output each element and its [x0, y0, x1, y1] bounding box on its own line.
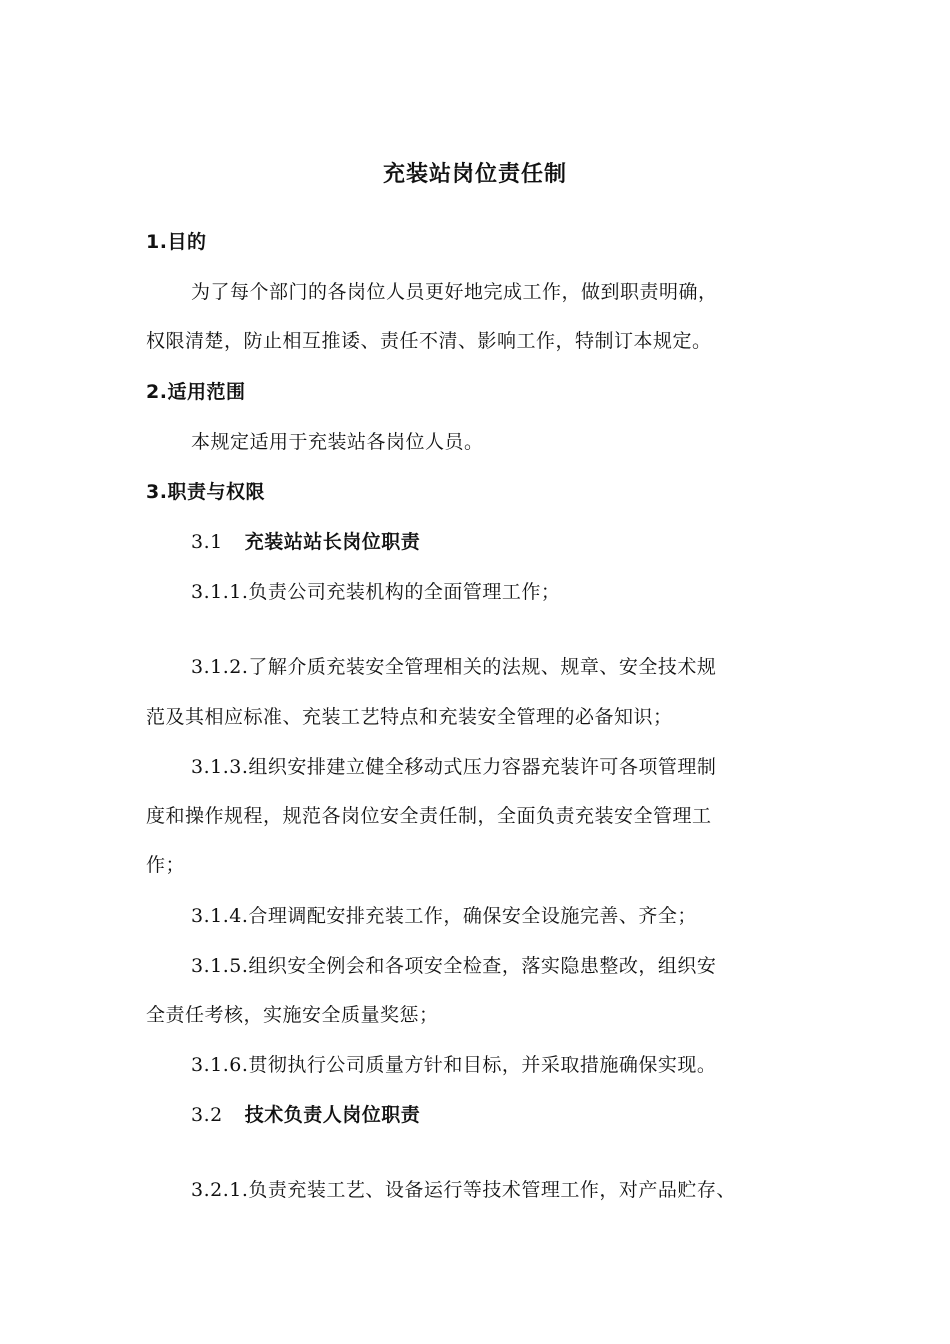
document-title: 充装站岗位责任制	[382, 161, 567, 187]
paragraph-line: 本规定适用于充装站各岗位人员。	[191, 431, 484, 453]
subsection-number: 3.2	[191, 1104, 223, 1126]
subsection-label: 技术负责人岗位职责	[244, 1104, 421, 1126]
duty-item-line: 度和操作规程，规范各岗位安全责任制，全面负责充装安全管理工	[146, 805, 712, 827]
duty-item-line: 3.1.1.负责公司充装机构的全面管理工作；	[191, 581, 561, 603]
section-heading-purpose: 1.目的	[146, 231, 207, 253]
subsection-heading-3-1	[191, 529, 420, 555]
duty-item-line: 作；	[146, 854, 186, 876]
section-heading-scope: 2.适用范围	[146, 381, 246, 403]
duty-item-line: 3.1.6.贯彻执行公司质量方针和目标，并采取措施确保实现。	[191, 1054, 717, 1076]
duty-item-line: 3.1.2.了解介质充装安全管理相关的法规、规章、安全技术规	[191, 656, 717, 678]
subsection-label: 充装站站长岗位职责	[244, 531, 421, 553]
duty-item-line: 3.1.3.组织安排建立健全移动式压力容器充装许可各项管理制	[191, 756, 717, 778]
duty-item-line: 全责任考核，实施安全质量奖惩；	[146, 1004, 439, 1026]
subsection-heading-3-2	[191, 1102, 420, 1128]
paragraph-line: 为了每个部门的各岗位人员更好地完成工作，做到职责明确，	[191, 281, 718, 303]
section-heading-duties: 3.职责与权限	[146, 481, 265, 503]
duty-item-line: 范及其相应标准、充装工艺特点和充装安全管理的必备知识；	[146, 706, 673, 728]
duty-item-line: 3.1.4.合理调配安排充装工作，确保安全设施完善、齐全；	[191, 905, 697, 927]
duty-item-line: 3.2.1.负责充装工艺、设备运行等技术管理工作，对产品贮存、	[191, 1179, 736, 1201]
duty-item-line: 3.1.5.组织安全例会和各项安全检查，落实隐患整改，组织安	[191, 955, 717, 977]
subsection-number: 3.1	[191, 531, 223, 553]
paragraph-line: 权限清楚，防止相互推诿、责任不清、影响工作，特制订本规定。	[146, 330, 712, 352]
